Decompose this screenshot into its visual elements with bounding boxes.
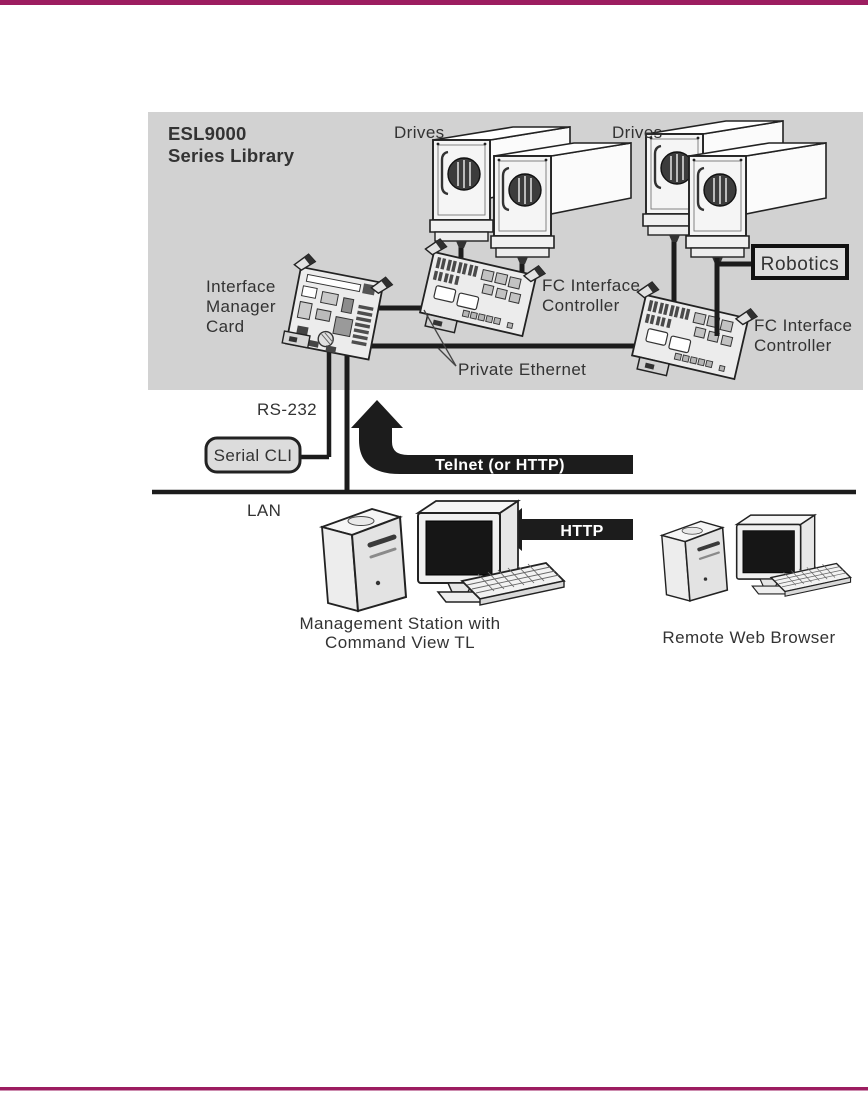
telnet-arrow-label: Telnet (or HTTP) [435, 457, 565, 474]
top-rule [0, 0, 868, 5]
fc1-label-line1: FC Interface [542, 276, 641, 295]
bottom-rule [0, 1087, 868, 1091]
robotics-label: Robotics [760, 254, 840, 275]
rs232-label: RS-232 [257, 400, 318, 419]
serial-cli-label: Serial CLI [213, 446, 293, 465]
lan-label: LAN [247, 501, 282, 520]
drives-label-right: Drives [612, 123, 663, 142]
panel-title-line2: Series Library [168, 145, 295, 166]
management-station [322, 501, 564, 611]
remote-workstation [662, 515, 851, 601]
fc1-label-line2: Controller [542, 296, 620, 315]
management-station-label-line1: Management Station with [299, 614, 501, 633]
fc2-label-line1: FC Interface [754, 316, 853, 335]
fc2-label-line2: Controller [754, 336, 832, 355]
drives-label-left: Drives [394, 123, 445, 142]
imc-label-line2: Manager [206, 297, 276, 316]
panel-title-line1: ESL9000 [168, 123, 247, 144]
imc-label-line1: Interface [206, 277, 276, 296]
private-ethernet-label: Private Ethernet [458, 360, 587, 379]
remote-web-browser-label: Remote Web Browser [662, 628, 836, 647]
management-station-label-line2: Command View TL [325, 633, 475, 652]
http-arrow-label: HTTP [560, 523, 604, 540]
imc-label-line3: Card [206, 317, 245, 336]
